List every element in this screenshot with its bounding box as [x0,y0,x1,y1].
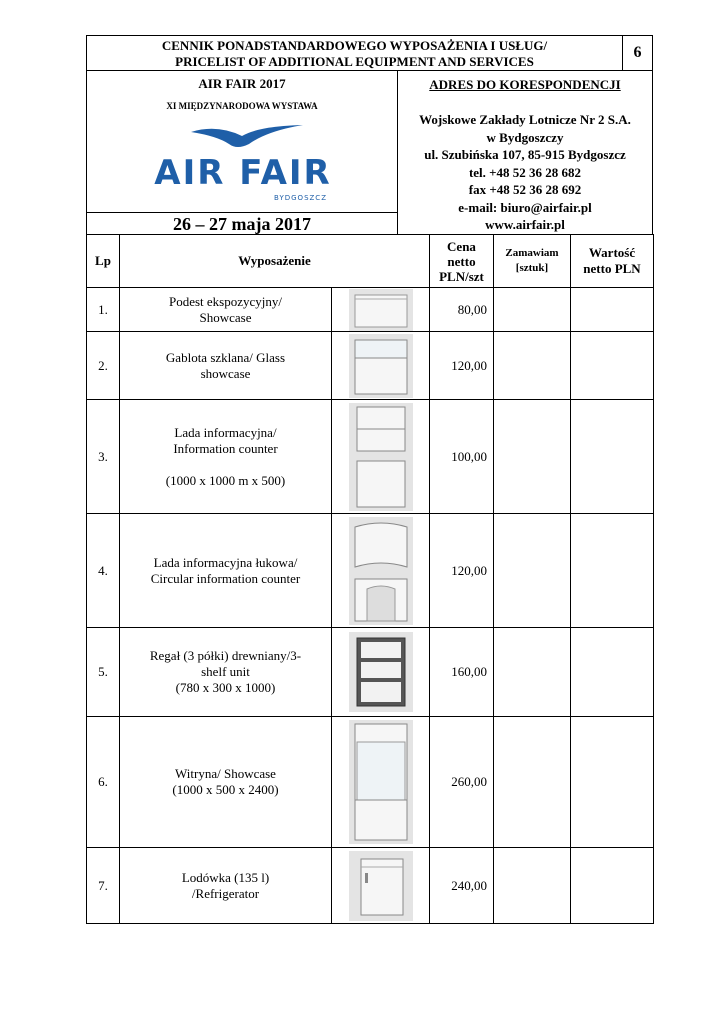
row-image [332,717,430,848]
row-value [571,400,654,514]
event-dates: 26 – 27 maja 2017 [87,212,397,235]
col-order-header-line1: Zamawiam [505,247,559,259]
row-description [120,717,332,848]
col-value-header-line1: Wartość [588,245,636,260]
row-desc-line: Gablota szklana/ Glass [165,349,286,365]
col-value-header [571,235,654,288]
row-value [571,288,654,332]
row-lp: 4. [87,514,120,628]
row-price: 120,00 [430,332,494,400]
row-desc-line: Information counter [173,440,278,456]
address-www[interactable]: www.airfair.pl [485,217,565,232]
row-description [120,400,332,514]
address-heading: ADRES DO KORESPONDENCJI [429,77,621,92]
row-description [120,288,332,332]
title-line-2: PRICELIST OF ADDITIONAL EQUIPMENT AND SERVICES [175,54,534,69]
row-desc-line: Circular information counter [150,570,301,586]
header-title-box [86,35,653,71]
row-description [120,628,332,717]
address-city: w Bydgoszczy [486,129,564,145]
row-lp: 6. [87,717,120,848]
table-row [87,717,654,848]
row-order-input[interactable] [494,332,571,400]
air-fair-logo-text: AIR FAIR [154,153,332,193]
row-desc-line: (1000 x 1000 m x 500) [165,472,286,488]
row-desc-line: Regał (3 półki) drewniany/3- [149,648,302,663]
col-price-header-line2: netto [447,253,476,269]
table-header-row [87,235,654,288]
col-value-header-line2: netto PLN [583,261,641,276]
row-image [332,288,430,332]
row-price: 100,00 [430,400,494,514]
col-lp-header: Lp [87,235,120,288]
shelf-unit-icon [349,632,413,712]
address-email[interactable]: e-mail: biuro@airfair.pl [458,199,592,215]
row-value [571,848,654,924]
col-price-header-line1: Cena [447,238,476,254]
row-desc-line: Witryna/ Showcase [175,766,276,781]
row-desc-line [120,457,331,473]
row-order-input[interactable] [494,514,571,628]
row-desc-line: Lodówka (135 l) [181,869,270,885]
row-desc-line: (780 x 300 x 1000) [175,680,276,695]
col-item-header: Wyposażenie [120,235,430,288]
row-price: 120,00 [430,514,494,628]
address-tel: tel. +48 52 36 28 682 [468,164,582,180]
air-fair-logo-bird-icon [187,122,307,152]
table-row [87,400,654,514]
row-desc-line: (1000 x 500 x 2400) [172,782,279,797]
row-desc-line: showcase [200,365,251,381]
table-row [87,332,654,400]
row-desc-line: Showcase [199,309,252,325]
row-value [571,717,654,848]
row-lp: 2. [87,332,120,400]
row-order-input[interactable] [494,400,571,514]
table-row [87,514,654,628]
row-price: 240,00 [430,848,494,924]
row-image [332,332,430,400]
table-row [87,628,654,717]
circular-counter-icon [349,517,413,625]
row-image [332,628,430,717]
row-desc-line: Lada informacyjna/ [174,424,277,440]
glass-showcase-icon [349,334,413,398]
row-image [332,514,430,628]
row-price: 260,00 [430,717,494,848]
event-subtitle: XI MIĘDZYNARODOWA WYSTAWA [166,101,318,111]
row-description [120,848,332,924]
row-desc-line: Podest ekspozycyjny/ [168,293,282,309]
row-lp: 7. [87,848,120,924]
table-row [87,288,654,332]
event-box [86,70,398,235]
row-lp: 1. [87,288,120,332]
col-order-header-line2: [sztuk] [515,262,549,274]
table-row [87,848,654,924]
title-line-1: CENNIK PONADSTANDARDOWEGO WYPOSAŻENIA I USŁUG/ [161,38,548,53]
row-order-input[interactable] [494,717,571,848]
address-street: ul. Szubińska 107, 85-915 Bydgoszcz [424,147,626,162]
row-price: 160,00 [430,628,494,717]
row-order-input[interactable] [494,288,571,332]
row-price: 80,00 [430,288,494,332]
row-image [332,400,430,514]
showcase-icon [349,289,413,331]
row-image [332,848,430,924]
row-value [571,332,654,400]
address-company: Wojskowe Zakłady Lotnicze Nr 2 S.A. [419,112,631,127]
row-desc-line: shelf unit [201,664,250,679]
information-counter-icon [349,403,413,511]
row-lp: 5. [87,628,120,717]
address-fax: fax +48 52 36 28 692 [468,182,582,197]
row-description [120,332,332,400]
row-desc-line: /Refrigerator [191,885,260,901]
address-box [397,70,653,235]
col-price-header-line3: PLN/szt [439,268,484,284]
pricelist-table [86,234,654,924]
event-name: AIR FAIR 2017 [198,76,286,91]
col-price-header [430,235,494,288]
page-number: 6 [622,36,652,70]
row-description [120,514,332,628]
row-order-input[interactable] [494,848,571,924]
col-order-header [494,235,571,288]
row-order-input[interactable] [494,628,571,717]
refrigerator-icon [349,851,413,921]
row-value [571,628,654,717]
row-desc-line: Lada informacyjna łukowa/ [153,554,298,570]
air-fair-logo-city: BYDGOSZCZ [274,194,327,202]
vitrine-icon [349,720,413,844]
row-value [571,514,654,628]
row-lp: 3. [87,400,120,514]
